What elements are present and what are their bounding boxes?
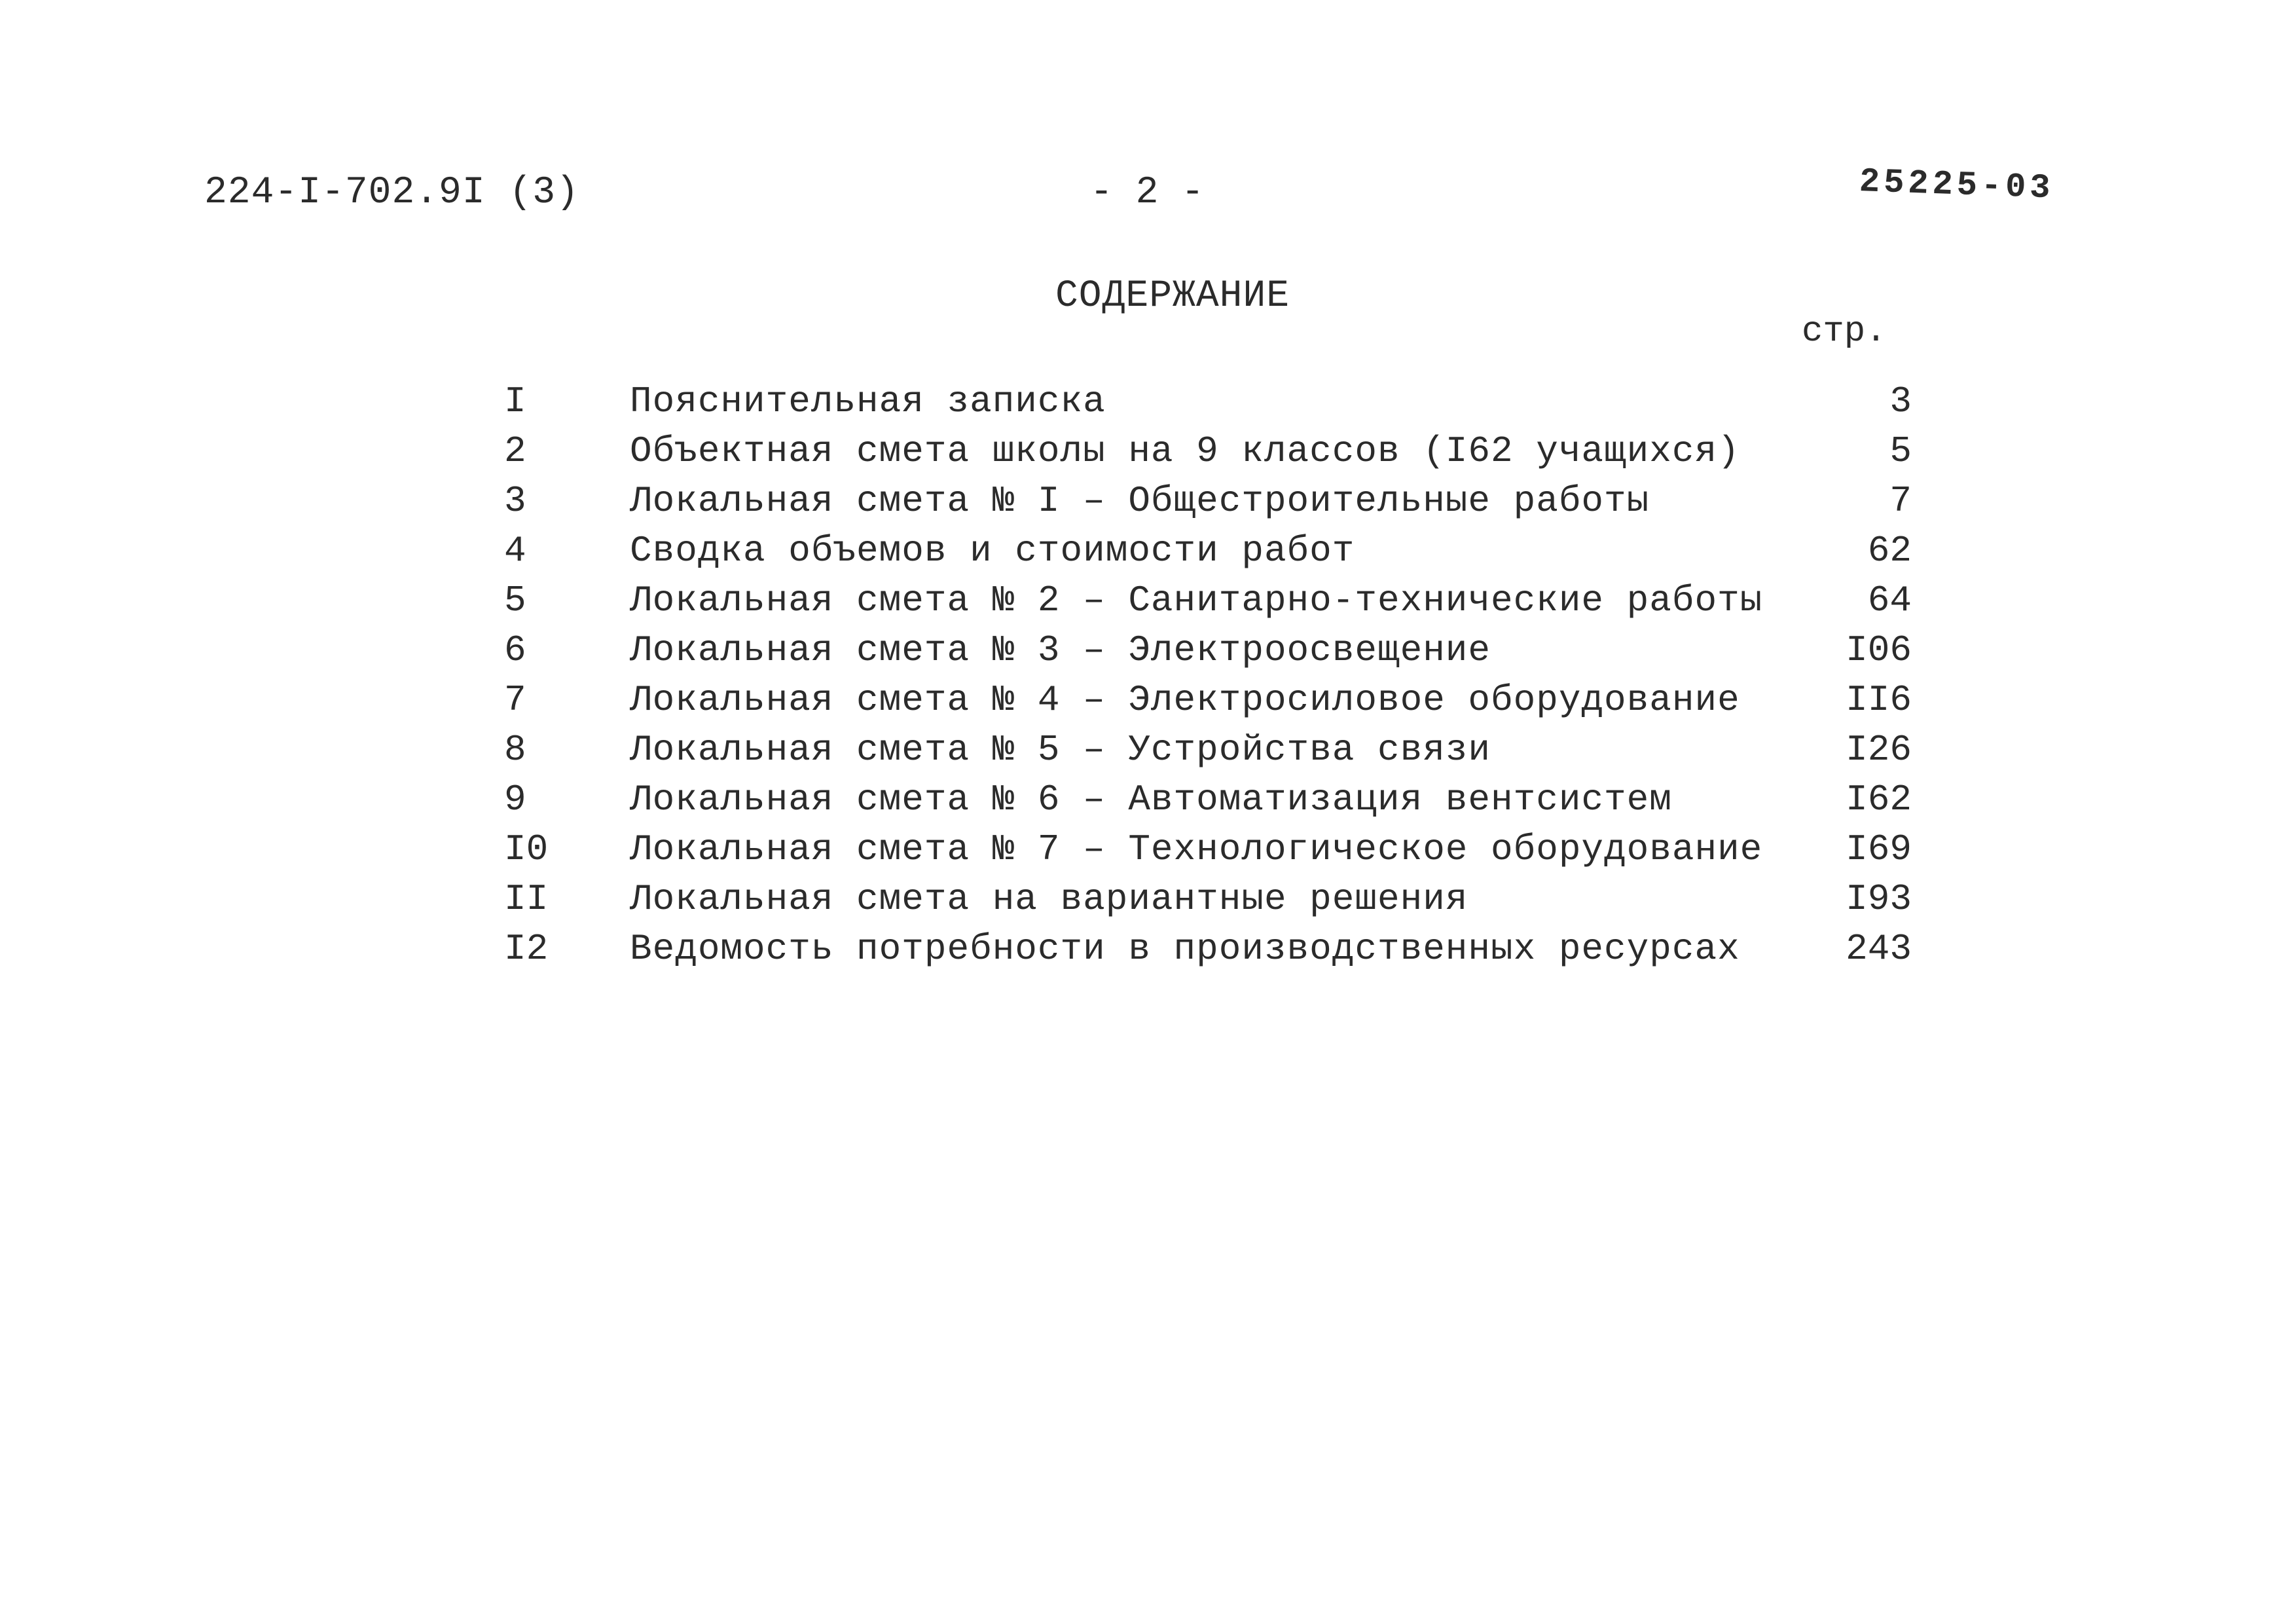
toc-item-page: 7 [1889, 480, 1912, 522]
toc-item-number: 3 [504, 480, 526, 522]
toc-item-number: I [504, 380, 526, 422]
toc-item-title: Сводка объемов и стоимости работ [630, 530, 1355, 572]
toc-item [504, 824, 1912, 874]
archive-number: 25225-03 [1858, 162, 2055, 208]
toc-item-number: 2 [504, 430, 526, 472]
toc-item-title: Локальная смета № 2 – Санитарно-технические работы [630, 580, 1763, 621]
toc-item-number: 4 [504, 530, 526, 572]
toc-item [504, 526, 1912, 576]
toc-item [504, 426, 1912, 476]
toc-item [504, 377, 1912, 426]
toc-item-number: I2 [504, 928, 549, 970]
toc-item-number: 5 [504, 580, 526, 621]
toc-item-title: Пояснительная записка [630, 380, 1106, 422]
toc-item [504, 625, 1912, 675]
toc-item-title: Локальная смета на вариантные решения [630, 878, 1468, 920]
toc-item-page: 243 [1846, 928, 1912, 970]
toc-item-number: 7 [504, 679, 526, 721]
toc-item-title: Локальная смета № 6 – Автоматизация вентсистем [630, 779, 1672, 821]
toc-item-page: I93 [1846, 878, 1912, 920]
toc-item-title: Локальная смета № 4 – Электросиловое оборудование [630, 679, 1740, 721]
toc-item-page: 3 [1889, 380, 1912, 422]
toc-item-title: Локальная смета № 7 – Технологическое оборудование [630, 828, 1763, 870]
toc-item [504, 675, 1912, 725]
toc-item [504, 725, 1912, 775]
toc-title: СОДЕРЖАНИЕ [1055, 275, 1290, 318]
toc-item-page: I69 [1846, 828, 1912, 870]
toc-item-title: Объектная смета школы на 9 классов (I62 учащихся) [630, 430, 1740, 472]
toc-item-title: Ведомость потребности в производственных ресурсах [630, 928, 1740, 970]
page-column-label: стр. [1802, 312, 1887, 352]
toc-item-page: I26 [1846, 729, 1912, 771]
toc-item-number: 9 [504, 779, 526, 821]
document-code: 224-I-702.9I (3) [204, 172, 579, 214]
toc-item-title: Локальная смета № 5 – Устройства связи [630, 729, 1491, 771]
toc-item-number: I0 [504, 828, 549, 870]
toc-item-number: 8 [504, 729, 526, 771]
toc-item-title: Локальная смета № I – Общестроительные работы [630, 480, 1650, 522]
toc-item-title: Локальная смета № 3 – Электроосвещение [630, 629, 1491, 671]
table-of-contents [504, 377, 1912, 974]
page-number: - 2 - [1090, 172, 1205, 214]
toc-item-page: I06 [1846, 629, 1912, 671]
toc-item [504, 476, 1912, 526]
toc-item [504, 775, 1912, 824]
toc-item-page: 62 [1867, 530, 1912, 572]
toc-item-page: II6 [1846, 679, 1912, 721]
toc-item [504, 576, 1912, 625]
toc-item-number: II [504, 878, 549, 920]
toc-item-number: 6 [504, 629, 526, 671]
toc-item [504, 924, 1912, 974]
toc-item [504, 874, 1912, 924]
toc-item-page: 64 [1867, 580, 1912, 621]
toc-item-page: I62 [1846, 779, 1912, 821]
toc-item-page: 5 [1889, 430, 1912, 472]
